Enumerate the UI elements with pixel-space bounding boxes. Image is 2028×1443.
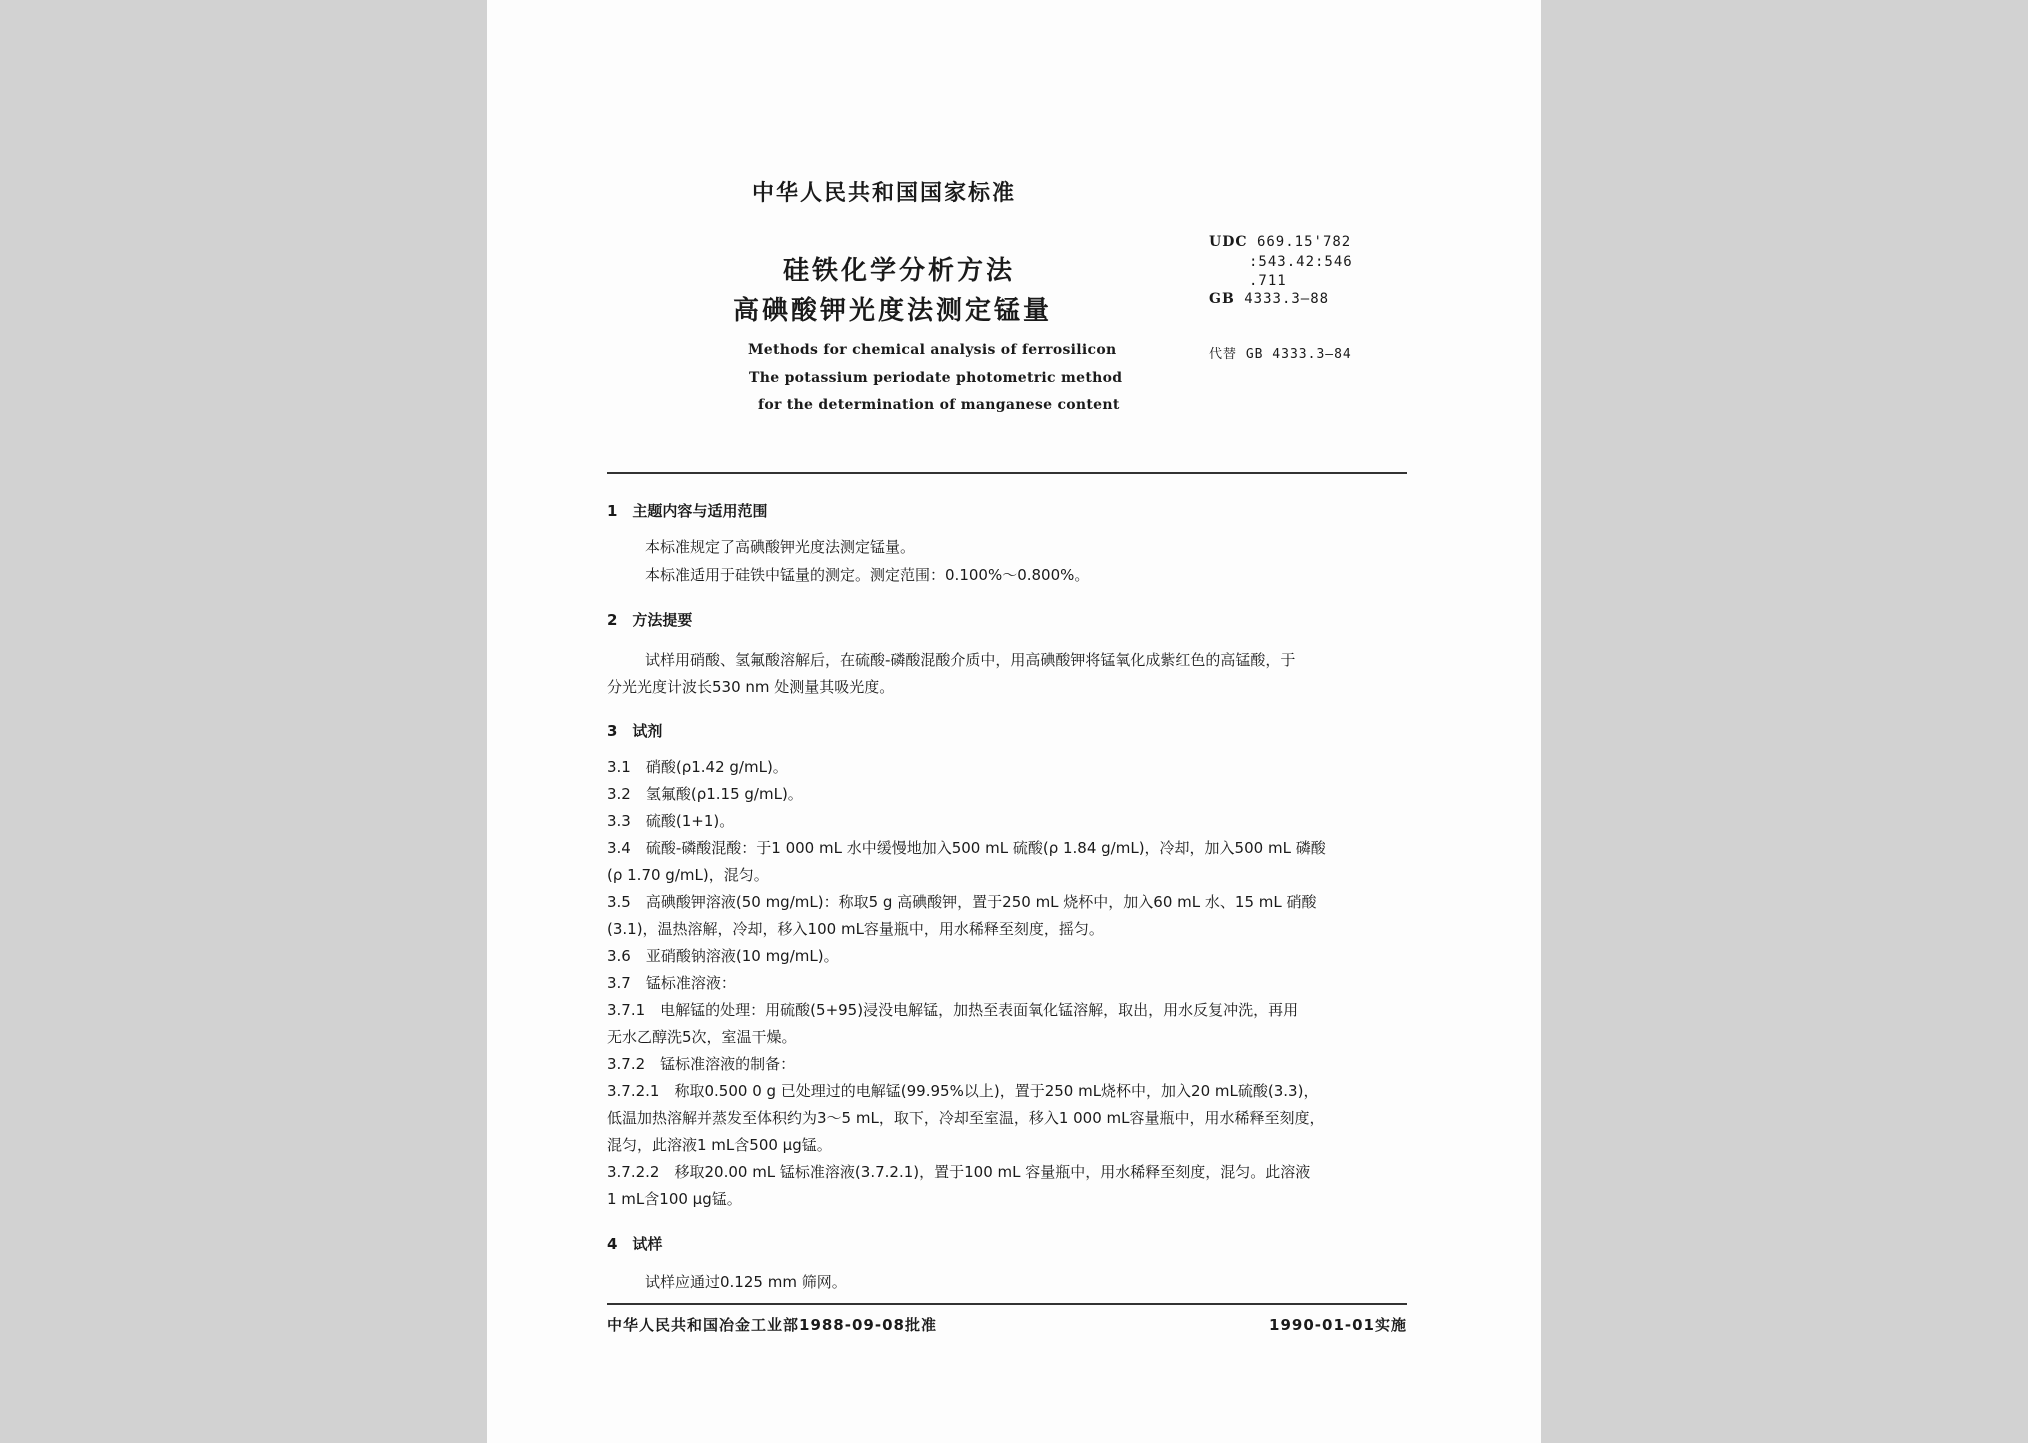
body-line: 3.7.2 锰标准溶液的制备：	[607, 1055, 796, 1073]
udc-line-3: .711	[1249, 273, 1287, 289]
body-line: 3.1 硝酸(ρ1.42 g/mL)。	[607, 758, 788, 776]
approval-date: 中华人民共和国冶金工业部1988-09-08批准	[607, 1316, 937, 1334]
footer-divider	[607, 1303, 1407, 1305]
english-title-line-2: The potassium periodate photometric method	[749, 370, 1123, 386]
body-line: 本标准适用于硅铁中锰量的测定。测定范围：0.100%～0.800%。	[645, 566, 1090, 584]
body-line: 3.7.2.1 称取0.500 0 g 已处理过的电解锰(99.95%以上)，置于250 mL烧杯中，加入20 mL硫酸(3.3)，	[607, 1082, 1319, 1100]
body-line: 试样用硝酸、氢氟酸溶解后，在硫酸-磷酸混酸介质中，用高碘酸钾将锰氧化成紫红色的高锰酸，于	[645, 651, 1296, 669]
document-page	[487, 0, 1541, 1443]
title-line-2: 高碘酸钾光度法测定锰量	[733, 296, 1053, 326]
header-divider	[607, 472, 1407, 474]
gb-label: GB	[1209, 291, 1235, 307]
body-line: 3.7.2.2 移取20.00 mL 锰标准溶液(3.7.2.1)，置于100 mL 容量瓶中，用水稀释至刻度，混匀。此溶液	[607, 1163, 1311, 1181]
body-line: 3.2 氢氟酸(ρ1.15 g/mL)。	[607, 785, 803, 803]
effective-date: 1990-01-01实施	[1269, 1316, 1407, 1334]
section-heading: 1 主题内容与适用范围	[607, 502, 768, 520]
udc-line-1: 669.15'782	[1256, 234, 1352, 250]
english-title-line-3: for the determination of manganese content	[758, 397, 1120, 413]
english-title-line-1: Methods for chemical analysis of ferrosilicon	[748, 342, 1117, 358]
body-line: (3.1)，温热溶解，冷却，移入100 mL容量瓶中，用水稀释至刻度，摇匀。	[607, 920, 1104, 938]
udc-line-2: :543.42:546	[1249, 254, 1353, 270]
body-line: 低温加热溶解并蒸发至体积约为3～5 mL，取下，冷却至室温，移入1 000 mL容量瓶中，用水稀释至刻度，	[607, 1109, 1325, 1127]
gb-code: 4333.3—88	[1244, 291, 1330, 307]
section-heading: 3 试剂	[607, 722, 663, 740]
body-line: 3.7 锰标准溶液：	[607, 974, 736, 992]
body-line: 本标准规定了高碘酸钾光度法测定锰量。	[645, 538, 916, 556]
body-line: 3.7.1 电解锰的处理：用硫酸(5+95)浸没电解锰，加热至表面氧化锰溶解，取出，用水反复冲洗，再用	[607, 1001, 1299, 1019]
body-line: (ρ 1.70 g/mL)，混匀。	[607, 866, 769, 884]
body-line: 3.5 高碘酸钾溶液(50 mg/mL)：称取5 g 高碘酸钾，置于250 mL 烧杯中，加入60 mL 水、15 mL 硝酸	[607, 893, 1317, 911]
replaces-standard: 代替 GB 4333.3—84	[1209, 347, 1352, 362]
udc-code	[1209, 234, 1351, 250]
body-line: 混匀，此溶液1 mL含500 μg锰。	[607, 1136, 832, 1154]
title-line-1: 硅铁化学分析方法	[783, 256, 1016, 286]
body-line: 3.4 硫酸-磷酸混酸：于1 000 mL 水中缓慢地加入500 mL 硫酸(ρ 1.84 g/mL)，冷却，加入500 mL 磷酸	[607, 839, 1326, 857]
gb-number	[1209, 291, 1329, 307]
body-line: 试样应通过0.125 mm 筛网。	[645, 1273, 847, 1291]
body-line: 分光光度计波长530 nm 处测量其吸光度。	[607, 678, 895, 696]
body-line: 3.6 亚硝酸钠溶液(10 mg/mL)。	[607, 947, 839, 965]
udc-label: UDC	[1209, 234, 1248, 250]
section-heading: 2 方法提要	[607, 611, 693, 629]
section-heading: 4 试样	[607, 1235, 663, 1253]
body-line: 3.3 硫酸(1+1)。	[607, 812, 735, 830]
body-line: 无水乙醇洗5次，室温干燥。	[607, 1028, 797, 1046]
body-line: 1 mL含100 μg锰。	[607, 1190, 742, 1208]
national-standard-label: 中华人民共和国国家标准	[752, 181, 1017, 206]
